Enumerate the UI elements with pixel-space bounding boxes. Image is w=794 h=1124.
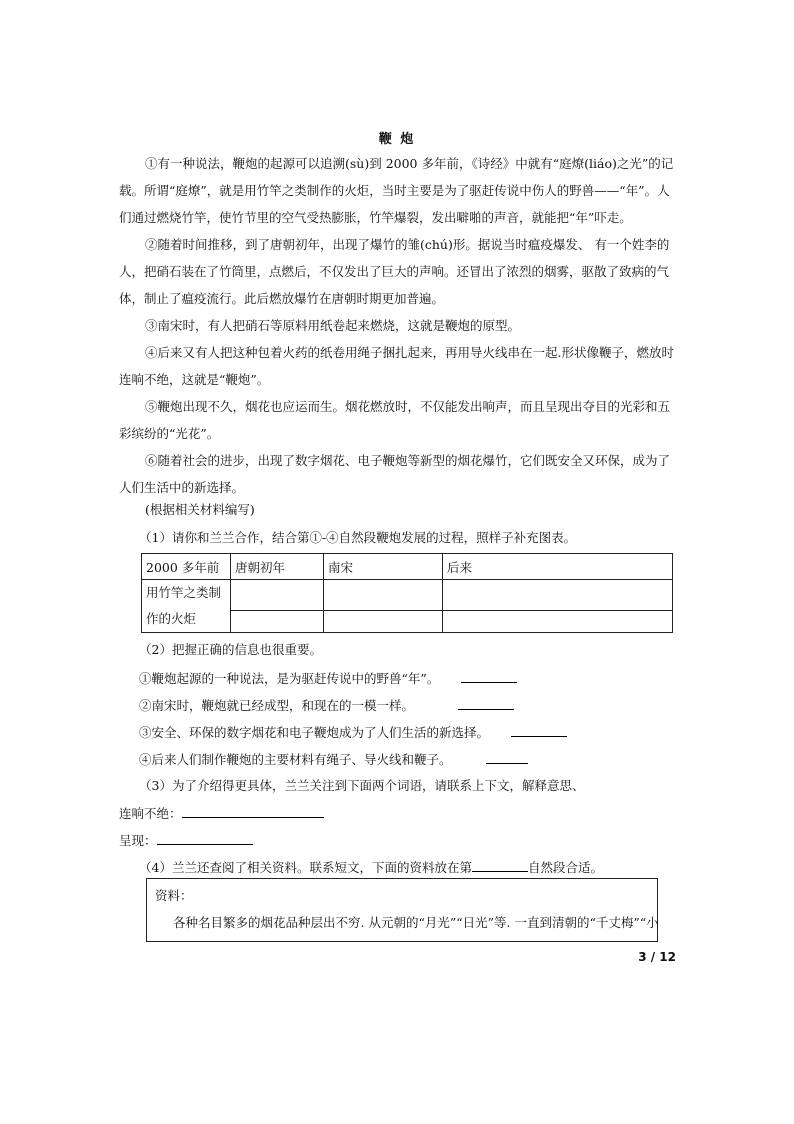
development-chart — [141, 553, 673, 633]
question-4 — [139, 857, 603, 878]
q2-item-text: ③安全、环保的数字烟花和电子鞭炮成为了人们生活的新选择。 — [139, 725, 490, 740]
q2-item-4 — [139, 749, 528, 770]
page-number: 3 / 12 — [638, 950, 676, 964]
question-3: （3）为了介绍得更具体，兰兰关注到下面两个词语，请联系上下文，解释意思、 — [139, 778, 585, 793]
q2-item-2 — [139, 695, 514, 716]
q2-item-text: ④后来人们制作鞭炮的主要材料有绳子、导火线和鞭子。 — [139, 752, 452, 767]
chart-answer-cell[interactable] — [324, 580, 443, 611]
article-title: 鞭 炮 — [378, 132, 416, 147]
chart-row-label-line2: 作的火炬 — [146, 611, 197, 626]
q3-word-1 — [119, 803, 324, 824]
q2-item-3 — [139, 722, 567, 743]
answer-blank[interactable] — [461, 668, 517, 683]
answer-blank[interactable] — [472, 857, 528, 872]
source-note: (根据相关材料编写) — [145, 502, 255, 517]
q4-text-before: （4）兰兰还查阅了相关资料。联系短文，下面的资料放在第 — [139, 860, 472, 875]
question-2: （2）把握正确的信息也很重要。 — [139, 642, 322, 657]
chart-answer-cell[interactable] — [231, 580, 324, 611]
paragraph-1: ①有一种说法，鞭炮的起源可以追溯(sù)到 2000 多年前，《诗经》中就有“庭燎(liáo)之光”的记载。所谓“庭燎”，就是用竹竿之类制作的火炬，当时主要是为了驱赶传说中伤人的野兽——“年”。人们通过燃烧竹竿，使竹节里的空气受热膨胀，竹竿爆裂，发出噼啪的声音，就能把“年”吓走。 — [119, 156, 674, 225]
q4-text-after: 自然段合适。 — [527, 860, 603, 875]
material-label: 资料： — [155, 888, 193, 903]
answer-blank[interactable] — [486, 749, 528, 764]
chart-header-song: 南宋 — [324, 554, 443, 580]
chart-answer-cell[interactable] — [324, 610, 443, 632]
chart-header-later: 后来 — [443, 554, 673, 580]
answer-blank[interactable] — [458, 695, 514, 710]
chart-header-2000: 2000 多年前 — [142, 554, 231, 580]
paragraph-5: ⑤鞭炮出现不久，烟花也应运而生。烟花燃放时，不仅能发出响声，而且呈现出夺目的光彩和五彩缤纷的“光花”。 — [119, 399, 671, 441]
answer-blank[interactable] — [511, 722, 567, 737]
q3-word-label: 连响不绝： — [119, 806, 182, 821]
paragraph-2: ②随着时间推移，到了唐朝初年，出现了爆竹的雏(chú)形。据说当时瘟疫爆发、 有一个姓李的人，把硝石装在了竹筒里，点燃后，不仅发出了巨大的声响。还冒出了浓烈的烟雾，驱散了致病的气体，制止了瘟疫流行。此后燃放爆竹在唐朝时期更加普遍。 — [119, 237, 670, 306]
paragraph-4: ④后来又有人把这种包着火药的纸卷用绳子捆扎起来，再用导火线串在一起.形状像鞭子，燃放时连响不绝，这就是“鞭炮”。 — [119, 345, 674, 387]
paragraph-6: ⑥随着社会的进步，出现了数字烟花、电子鞭炮等新型的烟花爆竹，它们既安全又环保，成为了人们生活中的新选择。 — [119, 453, 671, 495]
question-1: （1）请你和兰兰合作，结合第①-④自然段鞭炮发展的过程，照样子补充图表。 — [139, 530, 577, 545]
paragraph-3: ③南宋时，有人把硝石等原料用纸卷起来燃烧，这就是鞭炮的原型。 — [145, 318, 521, 333]
answer-blank[interactable] — [157, 830, 253, 845]
chart-header-tang: 唐朝初年 — [231, 554, 324, 580]
q2-item-text: ①鞭炮起源的一种说法，是为驱赶传说中的野兽“年”。 — [139, 671, 440, 686]
q2-item-1 — [139, 668, 517, 689]
material-box — [146, 878, 658, 942]
chart-row-label — [142, 580, 231, 633]
q2-item-text: ②南宋时，鞭炮就已经成型，和现在的一模一样。 — [139, 698, 415, 713]
chart-answer-cell[interactable] — [443, 610, 673, 632]
chart-answer-cell[interactable] — [443, 580, 673, 611]
chart-answer-cell[interactable] — [231, 610, 324, 632]
q3-word-label: 呈现： — [119, 833, 157, 848]
answer-blank[interactable] — [182, 803, 324, 818]
q3-word-2 — [119, 830, 253, 851]
material-text: 各种名目繁多的烟花品种层出不穷. 从元朝的“月光”“日光”等. 一直到清朝的“千丈梅”“小 — [173, 915, 659, 930]
chart-row-label-line1: 用竹竿之类制 — [146, 585, 222, 600]
